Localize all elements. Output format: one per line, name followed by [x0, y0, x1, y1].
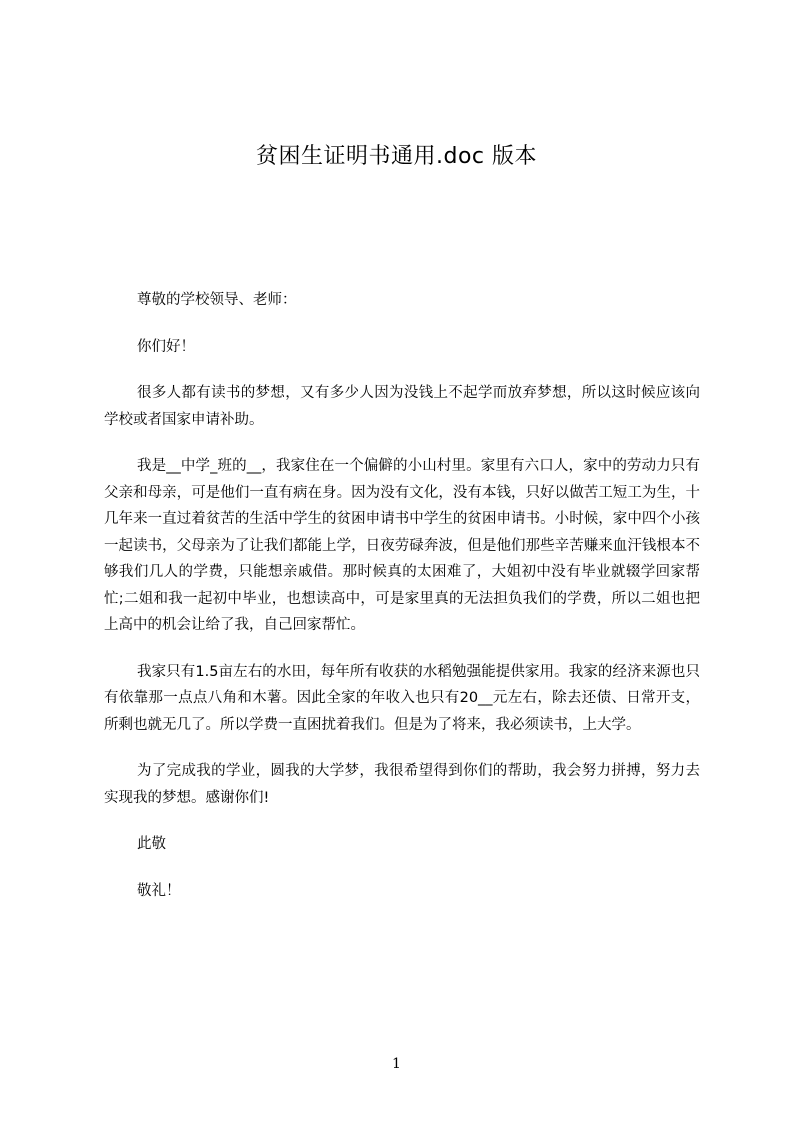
body-paragraph: 我是__中学_班的__，我家住在一个偏僻的小山村里。家里有六口人，家中的劳动力只有父亲和母亲，可是他们一直有病在身。因为没有文化，没有本钱，只好以做苦工短工为生，十几年来一直过着贫苦的生活中学生的贫困申请书中学生的贫困申请书。小时候，家中四个小孩一起读书，父母亲为了让我们都能上学，日夜劳碌奔波，但是他们那些辛苦赚来血汗钱根本不够我们几人的学费，只能想亲戚借。那时候真的太困难了，大姐初中没有毕业就辍学回家帮忙;二姐和我一起初中毕业，也想读高中，可是家里真的无法担负我们的学费，所以二姐也把上高中的机会让给了我，自己回家帮忙。: [104, 458, 700, 633]
body-paragraph: 很多人都有读书的梦想，又有多少人因为没钱上不起学而放弃梦想，所以这时候应该向学校或者国家申请补助。: [104, 385, 700, 428]
page-number: 1: [392, 1056, 401, 1072]
body-paragraph: 我家只有1.5亩左右的水田，每年所有收获的水稻勉强能提供家用。我家的经济来源也只有依靠那一点点八角和木薯。因此全家的年收入也只有20__元左右，除去还债、日常开支，所剩也就无几了。所以学费一直困扰着我们。但是为了将来，我必须读书，上大学。: [104, 663, 700, 733]
closing: 此敬: [137, 836, 166, 852]
body-paragraph: 为了完成我的学业，圆我的大学梦，我很希望得到你们的帮助，我会努力拼搏，努力去实现我的梦想。感谢你们!: [104, 763, 700, 806]
regards: 敬礼！: [137, 882, 181, 899]
greeting: 你们好！: [137, 338, 195, 355]
document-title: 贫困生证明书通用.doc 版本: [255, 144, 537, 169]
salutation: 尊敬的学校领导、老师：: [137, 292, 297, 308]
document-body: [104, 287, 700, 924]
